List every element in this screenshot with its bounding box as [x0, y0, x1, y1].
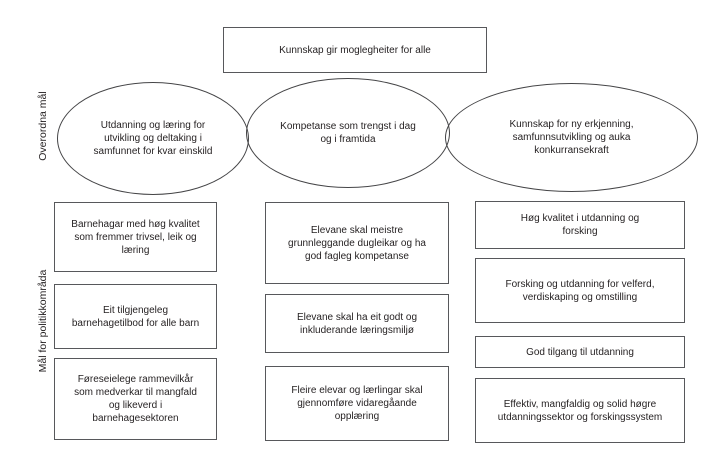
goal-box-barnehage-rammevilkar	[54, 358, 217, 440]
goal-box-hogre-tilgang-label: God tilgang til utdanning	[526, 346, 634, 358]
ellipse-overordna-utdanning-label: Utdanning og læring for utvikling og deltaking i samfunnet for kvar einskild	[93, 120, 213, 157]
goal-box-barnehage-tilbod-label: Eit tilgjengeleg barnehagetilbod for alle barn	[71, 304, 200, 329]
goal-box-elevane-laringsmiljo	[265, 294, 449, 353]
goal-box-elevane-dugleikar-label: Elevane skal meistre grunnleggande dugleikar og ha god fagleg kompetanse	[288, 224, 426, 262]
goal-box-hogre-tilgang	[475, 336, 685, 368]
ellipse-overordna-kunnskap	[445, 83, 698, 192]
title-box-label: Kunnskap gir moglegheiter for alle	[279, 44, 431, 56]
axis-label-overordna-mal: Overordna mål	[37, 91, 49, 161]
goal-box-hogre-sektor-label: Effektiv, mangfaldig og solid høgre utdanningssektor og forskingssystem	[497, 398, 663, 423]
goal-box-barnehage-tilbod	[54, 284, 217, 349]
goal-box-hogre-velferd-label: Forsking og utdanning for velferd, verdiskaping og omstilling	[505, 278, 655, 303]
goal-box-hogre-kvalitet	[475, 201, 685, 249]
goal-box-elevane-dugleikar	[265, 202, 449, 284]
ellipse-overordna-utdanning	[57, 82, 249, 195]
goal-box-elevane-gjennomforing-label: Fleire elevar og lærlingar skal gjennomføre vidaregåande opplæring	[291, 385, 423, 422]
axis-label-mal-for-politikkomrada: Mål for politikkområda	[37, 269, 49, 373]
goal-box-barnehage-kvalitet-label: Barnehagar med høg kvalitet som fremmer trivsel, leik og læring	[71, 218, 200, 256]
ellipse-overordna-kompetanse-label: Kompetanse som trengst i dag og i framtida	[280, 121, 416, 145]
goal-box-hogre-sektor	[475, 378, 685, 443]
ellipse-overordna-kunnskap-label: Kunnskap for ny erkjenning, samfunnsutvikling og auka konkurransekraft	[509, 119, 634, 156]
goal-box-barnehage-kvalitet	[54, 202, 217, 272]
title-box	[223, 27, 487, 73]
goal-box-elevane-laringsmiljo-label: Elevane skal ha eit godt og inkluderande læringsmiljø	[296, 311, 418, 336]
goal-box-elevane-gjennomforing	[265, 366, 449, 441]
ellipse-overordna-kompetanse	[246, 78, 450, 188]
goal-box-barnehage-rammevilkar-label: Føreseielege rammevilkår som medverkar til mangfald og likeverd i barnehagesektoren	[74, 374, 197, 424]
goal-box-hogre-velferd	[475, 258, 685, 323]
goal-box-hogre-kvalitet-label: Høg kvalitet i utdanning og forsking	[520, 213, 640, 237]
